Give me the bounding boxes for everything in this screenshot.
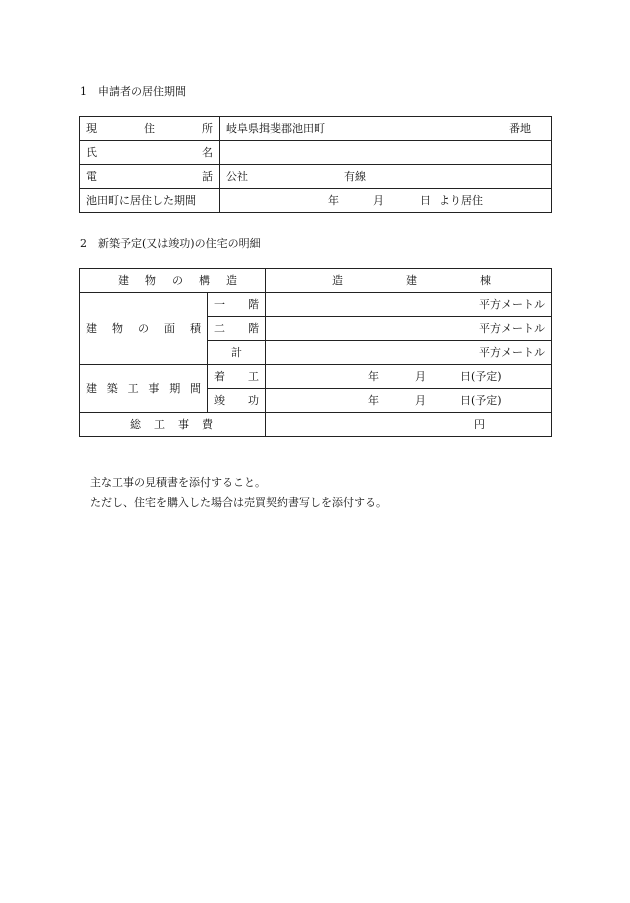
total-area-field[interactable] xyxy=(266,341,552,365)
note-line-1: 主な工事の見積書を添付すること。 xyxy=(90,476,266,489)
floor2-area-field[interactable] xyxy=(266,317,552,341)
construction-period-label-char: 工 xyxy=(127,382,139,395)
floor2-label-char: 二 xyxy=(214,322,225,335)
total-cost-label-char: 工 xyxy=(154,418,165,431)
start-day-planned: 日(予定) xyxy=(460,370,502,383)
construction-period-label-char: 築 xyxy=(106,382,118,395)
structure-value-char: 造 xyxy=(332,274,343,287)
floor1-label xyxy=(208,293,266,317)
name-label-char: 名 xyxy=(202,146,213,159)
construction-period-label xyxy=(80,365,208,413)
structure-field[interactable] xyxy=(266,269,552,293)
floor2-label xyxy=(208,317,266,341)
area-label-char: の xyxy=(138,322,149,335)
construction-period-label-char: 間 xyxy=(189,382,201,395)
section1-title: 申請者の居住期間 xyxy=(98,85,186,98)
floor1-area-field[interactable] xyxy=(266,293,552,317)
structure-row xyxy=(80,269,552,293)
structure-label-char: の xyxy=(172,274,183,287)
period-label: 池田町に居住した期間 xyxy=(80,189,220,213)
structure-label-char: 建 xyxy=(118,274,129,287)
phone-label-char: 話 xyxy=(202,170,213,183)
section1-heading xyxy=(80,83,186,99)
floor1-label-char: 一 xyxy=(214,298,225,311)
period-month: 月 xyxy=(373,194,384,207)
start-month: 月 xyxy=(415,370,426,383)
period-day: 日 xyxy=(420,194,431,207)
construction-start-row xyxy=(80,365,552,389)
area-unit: 平方メートル xyxy=(479,346,545,359)
structure-value-char: 建 xyxy=(406,274,417,287)
address-label-char: 住 xyxy=(144,122,155,135)
address-label-char: 所 xyxy=(202,122,213,135)
structure-label-char: 物 xyxy=(145,274,156,287)
total-cost-label xyxy=(80,413,266,437)
address-suffix: 番地 xyxy=(509,122,531,135)
period-row xyxy=(80,189,552,213)
address-field[interactable] xyxy=(220,117,552,141)
start-label xyxy=(208,365,266,389)
total-cost-unit: 円 xyxy=(474,418,485,431)
area-unit: 平方メートル xyxy=(479,322,545,335)
start-label-char: 工 xyxy=(248,370,259,383)
phone-public-label: 公社 xyxy=(226,170,248,183)
address-label-char: 現 xyxy=(86,122,97,135)
structure-label xyxy=(80,269,266,293)
finish-date-field[interactable] xyxy=(266,389,552,413)
floor1-label-char: 階 xyxy=(248,298,259,311)
address-row xyxy=(80,117,552,141)
structure-label-char: 造 xyxy=(226,274,237,287)
total-cost-row xyxy=(80,413,552,437)
phone-label-char: 電 xyxy=(86,170,97,183)
name-row xyxy=(80,141,552,165)
area-floor1-row xyxy=(80,293,552,317)
construction-period-label-char: 建 xyxy=(86,382,97,395)
area-label-char: 建 xyxy=(86,322,97,335)
start-date-field[interactable] xyxy=(266,365,552,389)
phone-field[interactable] xyxy=(220,165,552,189)
area-label xyxy=(80,293,208,365)
start-label-char: 着 xyxy=(214,370,225,383)
construction-period-label-char: 事 xyxy=(148,382,160,395)
finish-label-char: 竣 xyxy=(214,394,225,407)
structure-label-char: 構 xyxy=(199,274,210,287)
name-label-char: 氏 xyxy=(86,146,97,159)
section2-heading xyxy=(80,235,261,251)
section1-number: 1 xyxy=(80,85,87,98)
area-label-char: 面 xyxy=(164,322,175,335)
section2-number: 2 xyxy=(80,237,87,250)
period-year: 年 xyxy=(328,194,339,207)
address-label xyxy=(80,117,220,141)
address-value: 岐阜県揖斐郡池田町 xyxy=(226,122,325,135)
period-field[interactable] xyxy=(220,189,552,213)
name-label xyxy=(80,141,220,165)
total-cost-label-char: 費 xyxy=(202,418,213,431)
area-label-char: 積 xyxy=(190,322,201,335)
phone-row xyxy=(80,165,552,189)
residence-table xyxy=(79,116,552,213)
phone-label xyxy=(80,165,220,189)
area-label-char: 物 xyxy=(112,322,123,335)
area-total-label: 計 xyxy=(208,341,266,365)
total-cost-field[interactable] xyxy=(266,413,552,437)
floor2-label-char: 階 xyxy=(248,322,259,335)
total-cost-label-char: 総 xyxy=(130,418,141,431)
period-suffix: より居住 xyxy=(439,194,483,207)
finish-month: 月 xyxy=(415,394,426,407)
total-cost-label-char: 事 xyxy=(178,418,189,431)
construction-period-label-char: 期 xyxy=(169,382,181,395)
note-line-2: ただし、住宅を購入した場合は売買契約書写しを添付する。 xyxy=(90,496,387,509)
structure-value-char: 棟 xyxy=(480,274,491,287)
area-unit: 平方メートル xyxy=(479,298,545,311)
finish-day-planned: 日(予定) xyxy=(460,394,502,407)
finish-label xyxy=(208,389,266,413)
name-field[interactable] xyxy=(220,141,552,165)
finish-year: 年 xyxy=(368,394,379,407)
phone-wired-label: 有線 xyxy=(344,170,366,183)
start-year: 年 xyxy=(368,370,379,383)
finish-label-char: 功 xyxy=(248,394,259,407)
housing-details-table xyxy=(79,268,552,437)
section2-title: 新築予定(又は竣功)の住宅の明細 xyxy=(98,237,261,250)
